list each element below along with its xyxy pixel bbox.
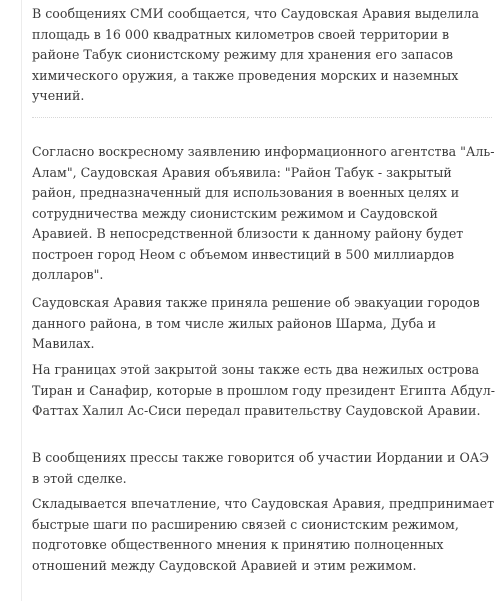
paragraph-3: Саудовская Аравия также приняла решение об эвакуации городов данного района, в том числе жилых районов Шарма, Дуба и Мавилах. <box>32 295 480 351</box>
paragraph-4: На границах этой закрытой зоны также есть два нежилых острова Тиран и Санафир, которые в прошлом году президент Египта Абдул-Фаттах Халил Ас-Сиси передал правительству Саудовской Аравии. <box>32 362 495 418</box>
paragraph-5: В сообщениях прессы также говорится об участии Иордании и ОАЭ в этой сделке. <box>32 450 489 486</box>
paragraph-6: Складывается впечатление, что Саудовская Аравия, предпринимает быстрые шаги по расширению связей с сионистским режимом, подготовке общественного мнения к принятию полноценных отношений между Саудовской Аравией и этим режимом. <box>32 496 495 573</box>
section-divider <box>32 117 492 119</box>
left-border-line <box>21 0 22 601</box>
paragraph-2: Согласно воскресному заявлению информационного агентства "Аль-Алам", Саудовская Аравия объявила: "Район Табук - закрытый район, предназначенный для использования в военных целях и сотрудничества между сионистским режимом и Саудовской Аравией. В непосредственной близости к данному району будет построен город Неом с объемом инвестиций в 500 миллиардов долларов". <box>32 144 495 282</box>
paragraph-1: В сообщениях СМИ сообщается, что Саудовская Аравия выделила площадь в 16 000 квадратных километров своей территории в районе Табук сионистскому режиму для хранения его запасов химического оружия, а также проведения морских и наземных учений. <box>32 6 480 103</box>
